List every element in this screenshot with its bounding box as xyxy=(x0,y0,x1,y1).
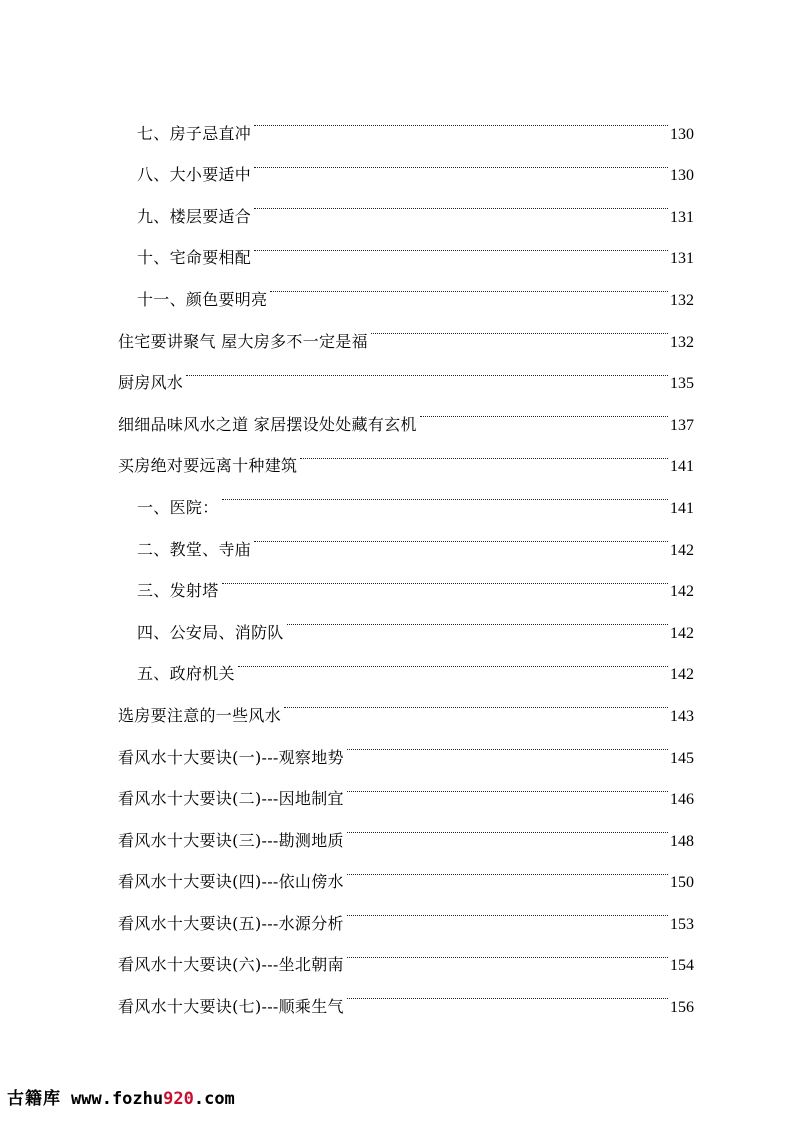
toc-entry-page-number: 145 xyxy=(670,749,694,767)
toc-entry-title: 厨房风水 xyxy=(118,373,184,393)
toc-entry-page-number: 142 xyxy=(670,541,694,559)
toc-entry-page-number: 142 xyxy=(670,666,694,684)
toc-dot-leader xyxy=(238,638,668,680)
toc-dot-leader xyxy=(347,970,668,1012)
toc-entry-page-number: 131 xyxy=(670,208,694,226)
toc-entry-title: 三、发射塔 xyxy=(137,581,219,601)
table-of-contents xyxy=(118,97,694,1017)
toc-entry-title: 十、宅命要相配 xyxy=(137,248,252,268)
toc-dot-leader xyxy=(222,555,668,597)
toc-entry-title: 十一、颜色要明亮 xyxy=(137,289,268,309)
toc-dot-leader xyxy=(347,887,668,929)
toc-entry-page-number: 130 xyxy=(670,167,694,185)
toc-entry[interactable] xyxy=(118,388,694,434)
toc-entry[interactable] xyxy=(118,97,694,143)
toc-dot-leader xyxy=(420,388,668,430)
toc-entry-title: 八、大小要适中 xyxy=(137,165,252,185)
toc-entry-page-number: 130 xyxy=(670,125,694,143)
toc-entry-page-number: 154 xyxy=(670,957,694,975)
toc-entry-page-number: 146 xyxy=(670,791,694,809)
toc-entry-title: 看风水十大要诀(三)---勘测地质 xyxy=(118,830,344,850)
toc-dot-leader xyxy=(254,180,668,222)
toc-entry-title: 一、医院： xyxy=(137,497,219,517)
toc-entry-page-number: 137 xyxy=(670,416,694,434)
toc-entry-page-number: 132 xyxy=(670,291,694,309)
toc-entry-page-number: 143 xyxy=(670,707,694,725)
site-url-prefix: www.fozhu xyxy=(71,1089,164,1109)
toc-entry-page-number: 148 xyxy=(670,832,694,850)
toc-entry-page-number: 142 xyxy=(670,624,694,642)
toc-entry-page-number: 132 xyxy=(670,333,694,351)
site-url-accent: 920 xyxy=(163,1089,194,1109)
toc-entry-title: 看风水十大要诀(一)---观察地势 xyxy=(118,747,344,767)
toc-entry-title: 选房要注意的一些风水 xyxy=(118,705,282,725)
toc-entry-title: 二、教堂、寺庙 xyxy=(137,539,252,559)
toc-dot-leader xyxy=(254,97,668,139)
toc-entry-page-number: 141 xyxy=(670,458,694,476)
toc-dot-leader xyxy=(254,139,668,181)
toc-entry-title: 看风水十大要诀(四)---依山傍水 xyxy=(118,872,344,892)
toc-dot-leader xyxy=(222,471,668,513)
toc-entry-page-number: 153 xyxy=(670,915,694,933)
footer-watermark xyxy=(7,1087,235,1111)
toc-dot-leader xyxy=(347,929,668,971)
toc-dot-leader xyxy=(347,804,668,846)
toc-entry-title: 四、公安局、消防队 xyxy=(137,622,284,642)
toc-dot-leader xyxy=(347,846,668,888)
toc-dot-leader xyxy=(270,263,668,305)
toc-entry-title: 七、房子忌直冲 xyxy=(137,123,252,143)
site-name: 古籍库 xyxy=(7,1089,61,1109)
toc-dot-leader xyxy=(284,679,668,721)
toc-entry-title: 买房绝对要远离十种建筑 xyxy=(118,456,298,476)
toc-dot-leader xyxy=(347,763,668,805)
toc-entry-page-number: 135 xyxy=(670,375,694,393)
toc-entry-title: 看风水十大要诀(六)---坐北朝南 xyxy=(118,955,344,975)
toc-entry-page-number: 156 xyxy=(670,999,694,1017)
site-url-suffix: .com xyxy=(193,1089,235,1109)
toc-entry-title: 住宅要讲聚气 屋大房多不一定是福 xyxy=(118,331,368,351)
site-url[interactable] xyxy=(71,1089,235,1109)
toc-entry-title: 五、政府机关 xyxy=(137,664,235,684)
toc-entry-page-number: 131 xyxy=(670,250,694,268)
toc-dot-leader xyxy=(186,347,668,389)
toc-dot-leader xyxy=(254,513,668,555)
toc-entry-title: 九、楼层要适合 xyxy=(137,206,252,226)
toc-entry-page-number: 142 xyxy=(670,583,694,601)
toc-dot-leader xyxy=(371,305,668,347)
toc-dot-leader xyxy=(254,222,668,264)
toc-entry-title: 看风水十大要诀(五)---水源分析 xyxy=(118,913,344,933)
toc-entry-title: 看风水十大要诀(七)---顺乘生气 xyxy=(118,997,344,1017)
toc-entry-page-number: 141 xyxy=(670,499,694,517)
toc-entry-title: 看风水十大要诀(二)---因地制宜 xyxy=(118,789,344,809)
toc-dot-leader xyxy=(287,596,668,638)
toc-dot-leader xyxy=(347,721,668,763)
toc-entry-title: 细细品味风水之道 家居摆设处处藏有玄机 xyxy=(118,414,417,434)
toc-entry-page-number: 150 xyxy=(670,874,694,892)
toc-dot-leader xyxy=(300,430,668,472)
toc-entry[interactable] xyxy=(118,347,694,393)
toc-entry-list xyxy=(118,97,694,1017)
